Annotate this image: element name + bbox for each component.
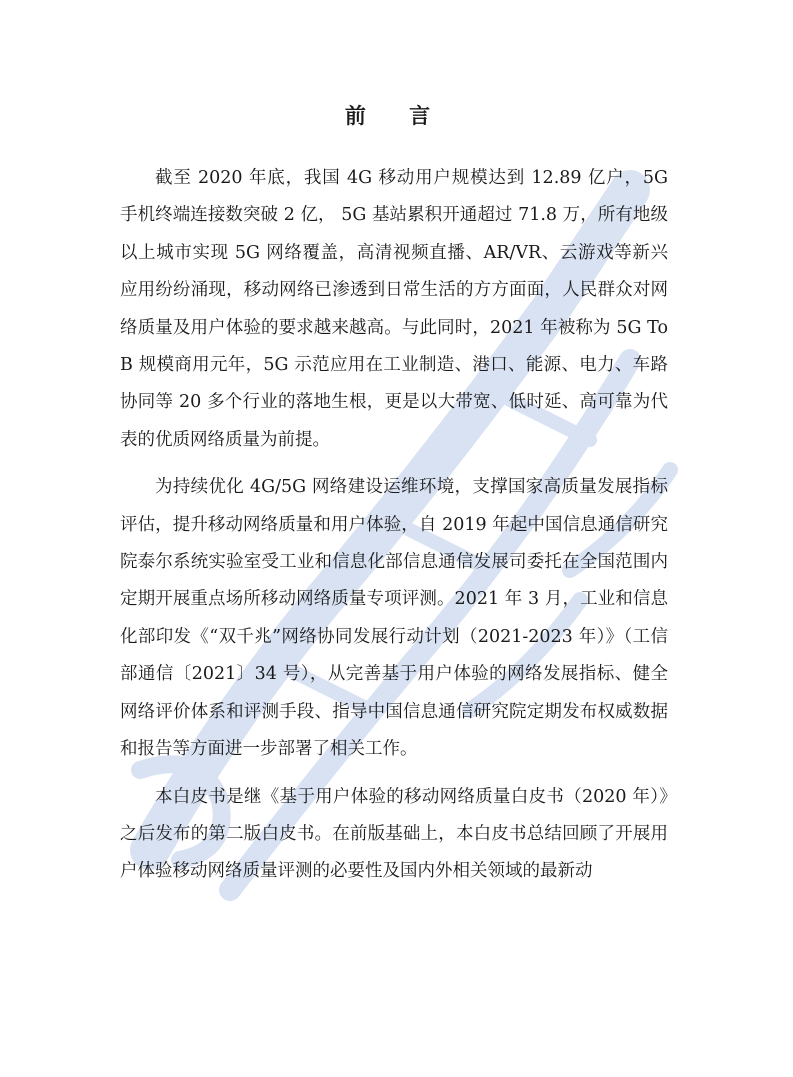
page-title: 前 言 [344, 104, 449, 128]
paragraph: 为持续优化 4G/5G 网络建设运维环境，支撑国家高质量发展指标评估，提升移动网络质量和用户体验，自 2019 年起中国信息通信研究院泰尔系统实验室受工业和信息化部信息通信发展司委托在全国范围内定期开展重点场所移动网络质量专项评测。2021 年 3 月，工业和信息化部印发《“双千兆”网络协同发展行动计划（2021-2023 年）》（工信部通信〔2021〕34 号），从完善基于用户体验的网络发展指标、健全网络评价体系和评测手段、指导中国信息通信研究院定期发布权威数据和报告等方面进一步部署了相关工作。 [120, 477, 668, 760]
paragraph: 本白皮书是继《基于用户体验的移动网络质量白皮书（2020 年）》之后发布的第二版白皮书。在前版基础上，本白皮书总结回顾了开展用户体验移动网络质量评测的必要性及国内外相关领域的最新动 [120, 786, 668, 882]
paragraph: 截至 2020 年底，我国 4G 移动用户规模达到 12.89 亿户，5G 手机终端连接数突破 2 亿， 5G 基站累积开通超过 71.8 万，所有地级以上城市实现 5G 网络覆盖，高清视频直播、AR/VR、云游戏等新兴应用纷纷涌现，移动网络已渗透到日常生活的方方面面，人民群众对网络质量及用户体验的要求越来越高。与此同时，2021 年被称为 5G ToB 规模商用元年，5G 示范应用在工业制造、港口、能源、电力、车路协同等 20 多个行业的落地生根，更是以大带宽、低时延、高可靠为代表的优质网络质量为前提。 [120, 168, 668, 450]
body-text [120, 160, 668, 891]
